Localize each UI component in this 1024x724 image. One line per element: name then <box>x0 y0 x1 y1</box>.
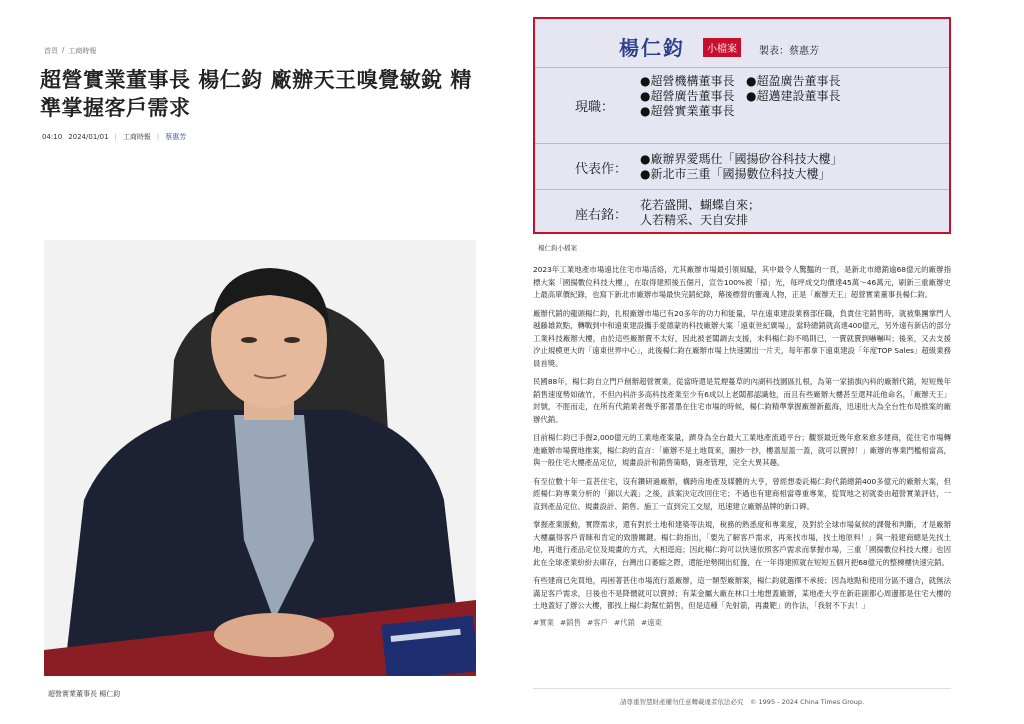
profile-row-items <box>640 74 900 119</box>
profile-name: 楊仁鈞 <box>619 36 685 60</box>
profile-row-motto <box>535 189 949 234</box>
breadcrumb-separator: / <box>62 46 65 54</box>
copyright-footer: 請尊重智慧財產權勿任意轉載違者依法必究 © 1995 - 2024 China Times Group. <box>619 698 865 706</box>
article-paragraph: 目前楊仁鈞已手握2,000億元的工業地產案量，躋身為全台最大工業地產流通平台；觀察最近幾年愈來愈多建商，從住宅市場轉進廠辦市場賣地推案，楊仁鈞的直言：「廠辦不是土地買來，圖抄一抄，樓蓋屋蓋一蓋，就可以賣掉！」廠辦的專業門檻相當高，與一般住宅大樓產品定位，規畫設計和銷售策略，資產管理，完全大異其趣。 <box>533 433 951 467</box>
profile-compiler: 製表：蔡惠芳 <box>759 46 819 57</box>
tag-link[interactable]: #銷售 <box>559 617 581 627</box>
page-title: 超營實業董事長 楊仁鈞 廠辦天王嗅覺敏銳 精準掌握客戶需求 <box>40 68 472 120</box>
article-paragraph: 民國88年，楊仁鈞自立門戶創辦超營實業，從當時還是荒煙蔓草的內湖科技園區扎根，為第一家插旗內科的廠辦代銷，短短幾年銷售速度勢如破竹，不但內科許多高科技產業至少有6成以上老闆都認識他，而且有些廠辦大樓甚至還拜託他命名，「廠辦天王」封號，不脛而走，在所有代銷業者幾乎都著墨在住宅市場的時候，楊仁鈞精準掌握廠辦新藍海，迅速壯大為全台性布局推案的廠辦代銷。 <box>533 377 951 424</box>
profile-item: ●廠辦界愛瑪仕「國揚矽谷科技大樓」 <box>640 152 843 166</box>
breadcrumb-home[interactable]: 首頁 <box>44 47 58 55</box>
profile-item: ●超邁建設董事長 <box>746 89 841 103</box>
profile-row-label: 現職： <box>575 100 615 115</box>
meta-divider: | <box>114 133 117 141</box>
profile-item: ●超營廣告董事長 <box>640 89 735 103</box>
publish-date: 2024/01/01 <box>68 133 109 141</box>
tag-list <box>533 617 951 630</box>
tag-link[interactable]: #客戶 <box>586 617 608 627</box>
breadcrumb-section[interactable]: 工商時報 <box>68 47 97 55</box>
photo-caption: 超營實業董事長 楊仁鈞 <box>48 690 121 698</box>
footer-divider <box>533 688 951 689</box>
breadcrumb <box>44 46 96 56</box>
profile-item: ●超營機構董事長 <box>640 74 735 88</box>
profile-card-header <box>535 19 949 67</box>
article-paragraph: 有些建商已先買地，再困著甚住市場流行蓋廠辦，這一類型廠辦案，楊仁鈞就選擇不承接；因為地點和使用分區不適合，就無法滿足客戶需求，日後也不是降價就可以賣掉；有某金屬大廠在林口土地想蓋廠辦，某地產大亨在新莊副都心周邊都是住宅大樓的土地蓋好了辦公大樓，都找上楊仁鈞幫忙銷售，但是這種「先射箭，再畫靶」的作法，「我射不下去！」 <box>533 576 951 610</box>
profile-row-items <box>640 152 842 182</box>
profile-row-label: 座右銘： <box>575 208 628 223</box>
profile-row-position <box>535 67 949 143</box>
article-body <box>533 264 951 629</box>
portrait-illustration <box>44 240 476 676</box>
meta-divider: | <box>156 133 160 141</box>
profile-row-items <box>640 198 760 228</box>
profile-item: 花若盛開、蝴蝶自來； <box>640 198 761 212</box>
profile-card <box>533 17 951 234</box>
author-link[interactable]: 蔡惠芳 <box>165 133 187 141</box>
tag-link[interactable]: #遠東 <box>640 617 662 627</box>
profile-tag-badge: 小檔案 <box>703 38 741 57</box>
article-paragraph: 2023年工業地產市場遠比住宅市場活絡，尤其廠辦市場最引領風騷，其中最令人驚豔的一頁，是新北市總銷逾68億元的廠辦指標大案「國揚數位科技大樓」，在取得建照後五個月，宣告100%被「掃」光，每坪成交均價達45萬～46萬元，刷新三重廠辦史上最高單價紀錄，也寫下新北市廠辦市場最快完銷紀錄，幕後標營的靈魂人物，正是「廠辦天王」超營實業董事長楊仁鈞。 <box>533 265 951 299</box>
tag-link[interactable]: #代銷 <box>613 617 635 627</box>
source-link[interactable]: 工商時報 <box>122 133 151 141</box>
profile-item: 人若精采、天自安排 <box>640 213 749 227</box>
portrait-photo <box>44 240 476 676</box>
article-paragraph: 有至位數十年一直甚住宅，沒有鑽研過廠辦，構跨房地產及媒體的大亨，曾經想委託楊仁鈞代銷總銷400多億元的廠辦大案，但經楊仁鈞專業分析的「錦以大義」之後，該案決定改回住宅；不過也有建商相當尊重專業，從買地之初就委由超營實業評估，一直到產品定位、規畫設計、銷售、施工一直到完工交屋，迅速建立廠辦品牌的新口碑。 <box>533 476 951 511</box>
article-meta <box>42 132 186 142</box>
publish-time: 04:10 <box>42 133 63 141</box>
profile-row-works <box>535 143 949 189</box>
tag-link[interactable]: #實業 <box>533 617 554 627</box>
profile-item: ●新北市三重「國揚數位科技大樓」 <box>640 167 831 181</box>
profile-row-label: 代表作： <box>575 162 628 177</box>
profile-item: ●超盈廣告董事長 <box>746 74 841 88</box>
article-paragraph: 廠辦代銷的龍頭楊仁鈞，扎根廠辦市場已有20多年的功力和能量，早在遠東建設業務部任職，負責住宅銷售時，就被集團掌門人越藤雄欽點，轉戰到中和遠東建設攜手愛德蒙的科技廠辦大案「遠東世紀廣場」，當時總銷就高達400億元，另外遠有新店的部分工業科技廠辦大樓，由於這些廠辦賣不太好，因此被老闆調去支援，未料楊仁鈞不鳴則已，一賣就賣到嚇嚇叫；後來，又去支援汐止規模更大的「遠東世界中心」，此後楊仁鈞在廠辦市場上快速闖出一片天，每年都拿下遠東建設「年度TOP Sales」超級業務員首獎。 <box>533 308 951 368</box>
profile-item: ●超營實業董事長 <box>640 104 735 118</box>
card-caption: 楊仁鈞小檔案 <box>538 244 577 252</box>
article-paragraph: 掌握產業脈動，實際需求，還有對於土地和建築等法規，稅務的熟悉度和專業度，及對於全球市場氣候的課覺和判斷，才是廠辦大樓贏得客戶青睞和肯定的致勝關鍵。楊仁鈞指出，「要先了解客戶需求，再來找市場，找土地原料！」與一般建商總是先找土地，再進行產品定位及規畫的方式，大相逕庭；因此楊仁鈞可以快速依照客戶需求而掌握市場，三重「國揚數位科技大樓」也因此在全球產業紛紛去庫存，台灣出口萎縮之際，還能逆勢開出紅盤，在一年得建照就在短短五個月把68億元的整棟樓快速完銷。 <box>533 520 951 567</box>
